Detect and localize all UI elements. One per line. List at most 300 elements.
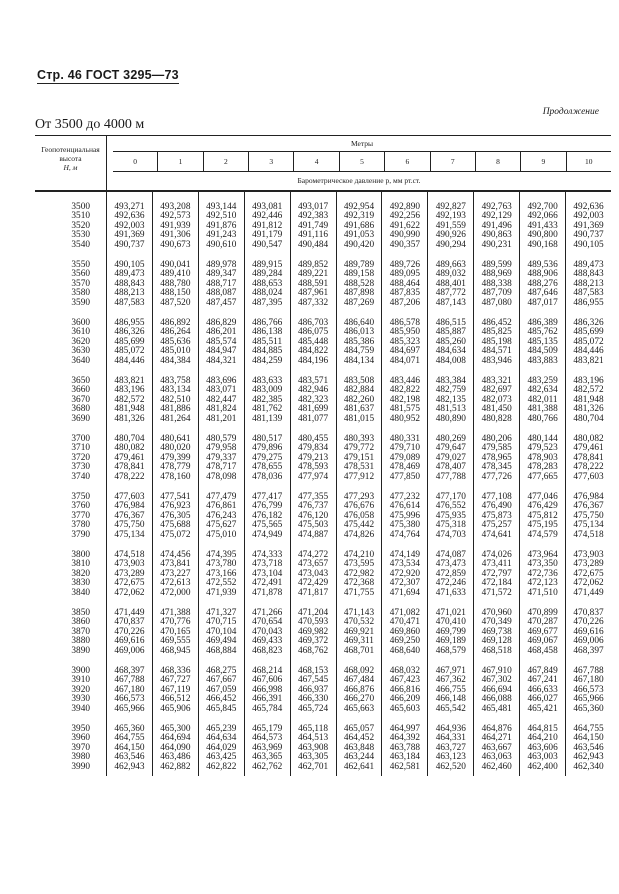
pressure-group	[107, 192, 152, 250]
meter-column-header: 3	[249, 152, 294, 171]
pressure-value: 466,573	[573, 684, 604, 695]
pressure-value: 493,017	[297, 202, 329, 212]
pressure-value: 462,400	[527, 761, 558, 772]
height-value: 3930	[71, 694, 90, 705]
pressure-value: 471,572	[481, 587, 512, 598]
height-value: 3890	[71, 645, 90, 656]
pressure-value: 481,077	[297, 413, 329, 424]
pressure-value: 464,755	[114, 733, 145, 744]
pressure-group	[382, 656, 427, 714]
pressure-value: 462,340	[573, 761, 604, 772]
pressure-value: 468,823	[252, 645, 283, 656]
pressure-value: 463,425	[206, 752, 237, 763]
pressure-value: 478,345	[481, 462, 512, 473]
pressure-value: 489,789	[343, 260, 375, 270]
pressure-value: 486,955	[573, 297, 604, 308]
pressure-value: 491,053	[343, 230, 375, 241]
pressure-group	[337, 656, 382, 714]
pressure-group	[107, 598, 152, 656]
pressure-value: 471,939	[206, 587, 237, 598]
pressure-value: 491,433	[527, 220, 558, 231]
pressure-group	[520, 598, 565, 656]
pressure-value: 476,429	[527, 501, 558, 512]
pressure-value: 490,231	[481, 239, 512, 250]
pressure-value: 465,663	[343, 703, 375, 714]
pressure-value: 472,307	[389, 578, 420, 589]
pressure-value: 488,653	[252, 278, 283, 289]
pressure-value: 477,603	[573, 471, 604, 482]
pressure-group	[337, 482, 382, 540]
pressure-value: 492,954	[343, 202, 375, 212]
pressure-value: 469,433	[252, 636, 283, 647]
pressure-group	[382, 192, 427, 250]
pressure-value: 472,000	[160, 587, 191, 598]
pressure-value: 468,518	[481, 645, 512, 656]
pressure-value: 492,700	[527, 202, 558, 212]
pressure-value: 468,701	[343, 645, 375, 656]
pressure-value: 487,395	[252, 297, 283, 308]
pressure-value: 477,541	[160, 492, 191, 502]
pressure-value: 491,686	[343, 220, 375, 231]
pressure-value: 481,015	[343, 413, 375, 424]
pressure-value: 487,017	[527, 297, 558, 308]
pressure-value: 469,372	[297, 636, 329, 647]
pressure-value: 468,092	[343, 666, 375, 676]
pressure-value: 478,222	[573, 462, 604, 473]
pressure-value: 463,908	[297, 742, 329, 753]
pressure-group	[428, 540, 473, 598]
pressure-value: 478,717	[206, 462, 237, 473]
pressure-value: 479,089	[389, 452, 420, 463]
pressure-group	[382, 250, 427, 308]
pressure-value: 488,780	[160, 278, 191, 289]
pressure-group	[245, 656, 290, 714]
pressure-value: 489,347	[206, 269, 237, 280]
page-header: Стр. 46 ГОСТ 3295—73	[37, 68, 179, 82]
height-value: 3500	[71, 202, 90, 212]
range-title: От 3500 до 4000 м	[35, 117, 145, 132]
pressure-value: 475,380	[389, 520, 420, 531]
pressure-value: 468,397	[114, 666, 145, 676]
pressure-value: 492,383	[297, 211, 329, 222]
pressure-value: 462,701	[297, 761, 329, 772]
pressure-value: 467,423	[389, 675, 420, 686]
pressure-group	[520, 424, 565, 482]
pressure-value: 473,289	[114, 568, 145, 579]
pressure-value: 482,073	[481, 394, 512, 405]
height-value: 3740	[71, 471, 90, 482]
pressure-value: 487,898	[343, 288, 375, 299]
pressure-value: 467,180	[114, 684, 145, 695]
pressure-value: 468,214	[252, 666, 283, 676]
height-value: 3880	[71, 636, 90, 647]
pressure-value: 463,667	[481, 742, 512, 753]
pressure-value: 486,389	[527, 318, 558, 328]
pressure-value: 479,151	[343, 452, 375, 463]
pressure-group	[382, 366, 427, 424]
pressure-group	[474, 656, 519, 714]
pressure-value: 486,829	[206, 318, 237, 328]
pressure-value: 465,360	[114, 724, 145, 734]
height-value: 3530	[71, 230, 90, 241]
height-group	[35, 598, 106, 656]
pressure-group	[382, 714, 427, 776]
height-value: 3550	[71, 260, 90, 270]
pressure-value: 481,762	[252, 404, 283, 415]
pressure-value: 469,677	[527, 626, 558, 637]
pressure-value: 463,546	[573, 742, 604, 753]
meter-column-header: 0	[113, 152, 158, 171]
pressure-value: 479,647	[435, 443, 466, 454]
height-group	[35, 366, 106, 424]
pressure-value: 489,852	[297, 260, 329, 270]
pressure-group	[245, 598, 290, 656]
pressure-value: 468,153	[297, 666, 329, 676]
pressure-value: 466,027	[527, 694, 558, 705]
pressure-value: 475,195	[527, 520, 558, 531]
height-group	[35, 424, 106, 482]
pressure-value: 479,027	[435, 452, 466, 463]
pressure-values	[107, 192, 611, 776]
pressure-value: 477,726	[481, 471, 512, 482]
pressure-value: 475,996	[389, 510, 420, 521]
pressure-value: 481,326	[573, 404, 604, 415]
height-value: 3670	[71, 394, 90, 405]
pressure-value: 465,603	[389, 703, 420, 714]
pressure-value: 464,815	[527, 724, 558, 734]
pressure-value: 464,331	[435, 733, 466, 744]
pressure-value: 466,816	[389, 684, 420, 695]
pressure-value: 464,634	[206, 733, 237, 744]
pressure-value: 485,574	[206, 336, 237, 347]
pressure-value: 483,446	[389, 376, 420, 386]
pressure-group	[291, 598, 336, 656]
pressure-group	[153, 714, 198, 776]
pressure-group	[474, 366, 519, 424]
pressure-value: 473,473	[435, 559, 466, 570]
height-value: 3810	[71, 559, 90, 570]
pressure-value: 488,591	[297, 278, 329, 289]
height-value: 3900	[71, 666, 90, 676]
height-value: 3570	[71, 278, 90, 289]
pressure-value: 479,585	[481, 443, 512, 454]
pressure-group	[566, 714, 611, 776]
pressure-value: 486,326	[573, 318, 604, 328]
pressure-value: 487,835	[389, 288, 420, 299]
pressure-group	[107, 656, 152, 714]
meter-column-header: 1	[158, 152, 203, 171]
pressure-value: 474,703	[435, 529, 466, 540]
pressure-value: 476,861	[206, 501, 237, 512]
pressure-value: 479,958	[206, 443, 237, 454]
meters-header-block	[107, 136, 611, 190]
pressure-value: 472,123	[527, 578, 558, 589]
pressure-value: 473,166	[206, 568, 237, 579]
pressure-group	[107, 714, 152, 776]
pressure-value: 492,763	[481, 202, 512, 212]
pressure-value: 481,326	[114, 413, 145, 424]
pressure-value: 479,213	[297, 452, 329, 463]
pressure-value: 475,812	[527, 510, 558, 521]
pressure-value: 474,949	[252, 529, 283, 540]
pressure-group	[474, 192, 519, 250]
pressure-value: 477,417	[252, 492, 283, 502]
pressure-group	[474, 424, 519, 482]
pressure-value: 484,384	[160, 355, 191, 366]
pressure-value: 485,448	[297, 336, 329, 347]
pressure-value: 462,520	[435, 761, 466, 772]
pressure-value: 476,120	[297, 510, 329, 521]
pressure-value: 490,863	[481, 230, 512, 241]
pressure-value: 464,090	[160, 742, 191, 753]
pressure-value: 470,226	[573, 617, 604, 628]
pressure-value: 492,890	[389, 202, 420, 212]
pressure-value: 492,446	[252, 211, 283, 222]
pressure-value: 471,817	[297, 587, 329, 598]
pressure-column	[520, 192, 566, 776]
pressure-value: 471,204	[297, 608, 329, 618]
height-value: 3580	[71, 288, 90, 299]
height-value: 3860	[71, 617, 90, 628]
pressure-value: 463,244	[343, 752, 375, 763]
pressure-value: 470,349	[481, 617, 512, 628]
pressure-value: 472,797	[481, 568, 512, 579]
pressure-value: 489,473	[114, 269, 145, 280]
pressure-value: 463,546	[114, 752, 145, 763]
pressure-value: 473,964	[527, 550, 558, 560]
pressure-value: 490,168	[527, 239, 558, 250]
pressure-value: 470,410	[435, 617, 466, 628]
pressure-value: 466,633	[527, 684, 558, 695]
pressure-value: 483,134	[160, 385, 191, 396]
pressure-group	[566, 250, 611, 308]
height-value: 3680	[71, 404, 90, 415]
pressure-value: 487,143	[435, 297, 466, 308]
pressure-value: 483,758	[160, 376, 191, 386]
pressure-value: 469,555	[160, 636, 191, 647]
pressure-value: 478,841	[114, 462, 145, 473]
pressure-value: 483,508	[343, 376, 375, 386]
pressure-value: 475,873	[481, 510, 512, 521]
pressure-value: 481,201	[206, 413, 237, 424]
pressure-value: 483,196	[114, 385, 145, 396]
pressure-value: 462,943	[573, 752, 604, 763]
pressure-group	[566, 366, 611, 424]
pressure-value: 477,788	[435, 471, 466, 482]
pressure-group	[107, 250, 152, 308]
pressure-value: 463,969	[252, 742, 283, 753]
pressure-value: 474,210	[343, 550, 375, 560]
pressure-value: 464,452	[343, 733, 375, 744]
pressure-value: 478,965	[481, 452, 512, 463]
pressure-value: 473,350	[527, 559, 558, 570]
pressure-value: 492,193	[435, 211, 466, 222]
pressure-group	[520, 482, 565, 540]
pressure-group	[474, 598, 519, 656]
pressure-value: 476,614	[389, 501, 420, 512]
pressure-value: 483,883	[527, 355, 558, 366]
pressure-group	[428, 598, 473, 656]
pressure-value: 465,057	[343, 724, 375, 734]
pressure-value: 493,144	[206, 202, 237, 212]
pressure-value: 488,150	[160, 288, 191, 299]
pressure-value: 472,246	[435, 578, 466, 589]
pressure-value: 474,887	[297, 529, 329, 540]
height-group	[35, 714, 106, 776]
pressure-value: 482,822	[389, 385, 420, 396]
pressure-value: 490,547	[252, 239, 283, 250]
pressure-group	[474, 540, 519, 598]
pressure-group	[428, 192, 473, 250]
pressure-value: 490,610	[206, 239, 237, 250]
pressure-value: 473,903	[114, 559, 145, 570]
pressure-value: 490,357	[389, 239, 420, 250]
pressure-value: 469,189	[435, 636, 466, 647]
pressure-value: 476,367	[573, 501, 604, 512]
pressure-value: 477,293	[343, 492, 375, 502]
pressure-group	[199, 482, 244, 540]
pressure-value: 484,321	[206, 355, 237, 366]
pressure-value: 489,221	[297, 269, 329, 280]
pressure-value: 491,749	[297, 220, 329, 231]
pressure-value: 486,766	[252, 318, 283, 328]
pressure-value: 463,848	[343, 742, 375, 753]
pressure-group	[291, 482, 336, 540]
pressure-value: 475,750	[114, 520, 145, 531]
pressure-value: 478,407	[435, 462, 466, 473]
pressure-value: 486,201	[206, 327, 237, 338]
pressure-value: 484,008	[435, 355, 466, 366]
pressure-value: 481,139	[252, 413, 283, 424]
pressure-value: 488,213	[114, 288, 145, 299]
pressure-group	[291, 424, 336, 482]
pressure-value: 468,579	[435, 645, 466, 656]
pressure-value: 491,496	[481, 220, 512, 231]
pressure-value: 482,634	[527, 385, 558, 396]
pressure-value: 465,300	[160, 724, 191, 734]
pressure-value: 487,583	[114, 297, 145, 308]
pressure-value: 470,654	[252, 617, 283, 628]
height-group	[35, 540, 106, 598]
pressure-value: 479,337	[206, 452, 237, 463]
pressure-value: 476,552	[435, 501, 466, 512]
pressure-value: 464,573	[252, 733, 283, 744]
pressure-group	[153, 540, 198, 598]
height-value: 3540	[71, 239, 90, 250]
pressure-value: 464,876	[481, 724, 512, 734]
pressure-value: 464,997	[389, 724, 420, 734]
height-value: 3870	[71, 626, 90, 637]
pressure-group	[153, 250, 198, 308]
pressure-value: 480,455	[297, 434, 329, 444]
pressure-value: 470,043	[252, 626, 283, 637]
pressure-value: 471,694	[389, 587, 420, 598]
pressure-value: 468,945	[160, 645, 191, 656]
pressure-value: 491,812	[252, 220, 283, 231]
pressure-value: 469,982	[297, 626, 329, 637]
height-value: 3980	[71, 752, 90, 763]
pressure-value: 481,699	[297, 404, 329, 415]
pressure-value: 481,948	[114, 404, 145, 415]
pressure-group	[245, 714, 290, 776]
pressure-value: 485,072	[114, 346, 145, 357]
pressure-value: 486,452	[481, 318, 512, 328]
pressure-value: 470,104	[206, 626, 237, 637]
pressure-value: 466,998	[252, 684, 283, 695]
pressure-group	[520, 192, 565, 250]
pressure-column	[107, 192, 153, 776]
pressure-value: 469,799	[435, 626, 466, 637]
pressure-group	[107, 482, 152, 540]
pressure-value: 484,446	[114, 355, 145, 366]
pressure-value: 465,118	[298, 724, 329, 734]
pressure-value: 482,135	[435, 394, 466, 405]
pressure-value: 482,572	[573, 385, 604, 396]
pressure-value: 488,528	[343, 278, 375, 289]
pressure-value: 476,984	[573, 492, 604, 502]
pressure-value: 472,062	[114, 587, 145, 598]
pressure-value: 478,222	[114, 471, 145, 482]
pressure-value: 482,884	[343, 385, 375, 396]
pressure-group	[428, 656, 473, 714]
pressure-column	[245, 192, 291, 776]
pressure-value: 471,388	[160, 608, 191, 618]
pressure-value: 493,208	[160, 202, 191, 212]
pressure-value: 488,024	[252, 288, 283, 299]
pressure-group	[474, 308, 519, 366]
pressure-value: 463,063	[481, 752, 512, 763]
pressure-value: 472,062	[573, 578, 604, 589]
pressure-group	[199, 308, 244, 366]
pressure-group	[199, 366, 244, 424]
pressure-value: 470,287	[527, 617, 558, 628]
pressure-value: 474,518	[114, 550, 145, 560]
pressure-group	[107, 308, 152, 366]
pressure-value: 468,397	[573, 645, 604, 656]
pressure-value: 476,367	[114, 510, 145, 521]
pressure-value: 491,179	[252, 230, 283, 241]
pressure-value: 491,369	[573, 220, 604, 231]
pressure-value: 477,108	[481, 492, 512, 502]
pressure-value: 482,510	[160, 394, 191, 405]
pressure-value: 485,950	[389, 327, 420, 338]
pressure-value: 482,572	[114, 394, 145, 405]
pressure-group	[199, 192, 244, 250]
pressure-value: 476,305	[160, 510, 191, 521]
pressure-value: 486,703	[297, 318, 329, 328]
pressure-value: 474,518	[573, 529, 604, 540]
pressure-value: 487,646	[527, 288, 558, 299]
pressure-value: 490,926	[435, 230, 466, 241]
pressure-value: 491,306	[160, 230, 191, 241]
pressure-value: 475,688	[160, 520, 191, 531]
pressure-value: 469,006	[573, 636, 604, 647]
pressure-value: 475,010	[206, 529, 237, 540]
pressure-value: 465,179	[252, 724, 283, 734]
pressure-value: 465,845	[206, 703, 237, 714]
pressure-value: 487,269	[343, 297, 375, 308]
pressure-value: 475,750	[573, 510, 604, 521]
pressure-group	[199, 714, 244, 776]
pressure-value: 489,978	[206, 260, 237, 270]
pressure-value: 480,082	[573, 434, 604, 444]
pressure-value: 471,082	[389, 608, 420, 618]
height-value: 3690	[71, 413, 90, 424]
pressure-value: 463,606	[527, 742, 558, 753]
pressure-value: 476,737	[297, 501, 329, 512]
pressure-group	[382, 482, 427, 540]
pressure-value: 491,876	[206, 220, 237, 231]
